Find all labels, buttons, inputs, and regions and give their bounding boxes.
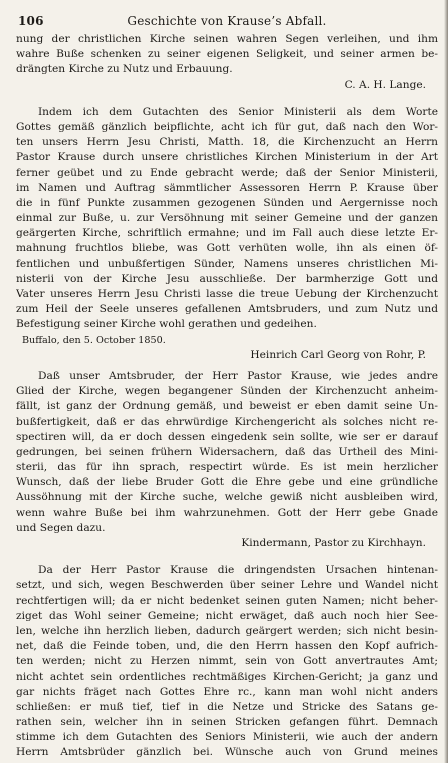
spacer bbox=[16, 93, 438, 105]
text-line: nisterii von der Kirche Jesu ausschließe. Der barmherzige Gott und bbox=[16, 272, 438, 285]
text-line: Da der Herr Pastor Krause die dringendsten Ursachen hintenan- bbox=[38, 564, 438, 577]
running-title: Geschichte von Krause’s Abfall. bbox=[127, 14, 327, 28]
paragraph-final bbox=[16, 563, 438, 760]
page-number: 106 bbox=[18, 14, 44, 28]
text-line: sterii, das für ihn sprach, respectirt würde. Es ist mein herzlicher bbox=[16, 461, 438, 474]
text-line: die in fünf Punkte zusammen gezogenen Sünden und Aergernisse noch bbox=[16, 196, 438, 209]
text-line: Befestigung seiner Kirche wohl gerathen und gedeihen. bbox=[16, 318, 317, 331]
text-line: gar nichts fräget nach Gottes Ehre rc., kann man wohl nicht anders bbox=[16, 685, 438, 698]
text-line: ferner geübet und zu Ende gebracht werde; daß der Senior Ministerii, bbox=[16, 166, 438, 179]
paragraph-von-rohr bbox=[16, 105, 438, 363]
text-line: ten werden; nicht zu Herzen nimmt, sein von Gott anvertrautes Amt; bbox=[16, 655, 438, 668]
paragraph-lange bbox=[16, 32, 438, 93]
text-line: len, welche ihn herzlich lieben, dadurch geärgert werden; sich nicht besin- bbox=[16, 624, 438, 637]
signature-von-rohr: Heinrich Carl Georg von Rohr, P. bbox=[250, 348, 426, 361]
text-line: net, daß die Feinde toben, und, die den Herrn hassen den Kopf aufrich- bbox=[16, 640, 438, 653]
text-line: geärgerten Kirche, schriftlich ermahne; und im Fall auch diese letzte Er- bbox=[16, 227, 438, 240]
text-line: nicht achtet sein ordentliches rechtmäßiges Kirchen-Gericht; ja ganz und bbox=[16, 670, 438, 683]
text-line: und Segen dazu. bbox=[16, 521, 106, 534]
text-line: im Namen und Auftrag sämmtlicher Assessoren Herrn P. Krause über bbox=[16, 181, 438, 194]
text-line: schließen: er muß tief, tief in die Netze und Stricke des Satans ge- bbox=[16, 700, 438, 713]
text-line: nung der christlichen Kirche seinen wahren Segen verleihen, und ihm bbox=[16, 33, 438, 45]
signature-kindermann: Kindermann, Pastor zu Kirchhayn. bbox=[241, 537, 426, 549]
text-line: wahre Buße schenken zu seiner eigenen Seligkeit, und seiner armen be- bbox=[16, 48, 438, 61]
text-line: rechtfertigen will; da er nicht bedenket seinen guten Namen; nicht beher- bbox=[16, 594, 438, 607]
page-edge-shadow bbox=[444, 0, 448, 763]
text-line: Herrn Amtsbrüder gänzlich bei. Wünsche auch von Grund meines bbox=[16, 746, 438, 759]
text-line: ziget das Wohl seiner Gemeine; nicht erwäget, daß auch noch hier See- bbox=[16, 609, 438, 622]
signature-lange: C. A. H. Lange. bbox=[344, 78, 426, 91]
text-line: drängten Kirche zu Nutz und Erbauung. bbox=[16, 63, 233, 76]
text-line: fällt, ist ganz der Ordnung gemäß, und beweist er eben damit seine Un- bbox=[16, 400, 438, 413]
date-line: Buffalo, den 5. October 1850. bbox=[22, 334, 166, 346]
text-line: Daß unser Amtsbruder, der Herr Pastor Krause, wie jedes andre bbox=[38, 369, 438, 382]
page-header bbox=[16, 14, 438, 32]
text-line: Vater unseres Herrn Jesu Christi lasse die treue Uebung der Kirchenzucht bbox=[16, 288, 438, 300]
paragraph-kindermann bbox=[16, 369, 438, 551]
text-line: spectiren will, da er doch dessen eingedenk sein sollte, wie ser er darauf bbox=[16, 430, 438, 443]
text-line: ten unsers Herrn Jesu Christi, Matth. 18, die Kirchenzucht an Herrn bbox=[16, 136, 438, 149]
text-line: bußfertigkeit, daß er das ehrwürdige Kirchengericht als solches nicht re- bbox=[16, 415, 438, 428]
text-line: gedrungen, bei seinen frühern Widersachern, daß das Urtheil des Mini- bbox=[16, 445, 438, 458]
text-line: zum Heil der Seele unseres gefallenen Amtsbruders, und zum Nutz und bbox=[16, 303, 438, 316]
text-line: Gottes gemäß gänzlich beipflichte, acht ich für gut, daß nach den Wor- bbox=[16, 120, 438, 133]
text-line: Glied der Kirche, wegen begangener Sünden der Kirchenzucht anheim- bbox=[16, 385, 438, 398]
text-line: setzt, und sich, wegen Beschwerden über seiner Lehre und Wandel nicht bbox=[16, 579, 438, 592]
text-line: Indem ich dem Gutachten des Senior Ministerii als dem Worte bbox=[38, 105, 438, 118]
text-line: wenn wahre Buße bei ihm wahrzunehmen. Gott der Herr gebe Gnade bbox=[16, 506, 438, 519]
text-line: rathen sein, welcher ihn in seinen Stricken gefangen führt. Demnach bbox=[16, 716, 438, 729]
text-line: Pastor Krause durch unsere christliches Kirchen Ministerium in der Art bbox=[16, 151, 438, 164]
text-line: fentlichen und unbußfertigen Sünder, Namens unseres christlichen Mi- bbox=[16, 257, 438, 270]
text-line: Wunsch, daß der liebe Bruder Gott die Ehre gebe und eine gründliche bbox=[16, 476, 438, 489]
text-line: mahnung fruchtlos bliebe, was Gott verhüten wolle, ihn als einen öf- bbox=[16, 242, 438, 255]
text-line: einmal zur Buße, u. zur Versöhnung mit seiner Gemeine und der ganzen bbox=[16, 212, 438, 225]
text-line: Aussöhnung mit der Kirche suche, welche gewiß nicht ausbleiben wird, bbox=[16, 491, 438, 504]
spacer bbox=[16, 551, 438, 563]
text-line: stimme ich dem Gutachten des Seniors Ministerii, wie auch der andern bbox=[16, 731, 438, 744]
